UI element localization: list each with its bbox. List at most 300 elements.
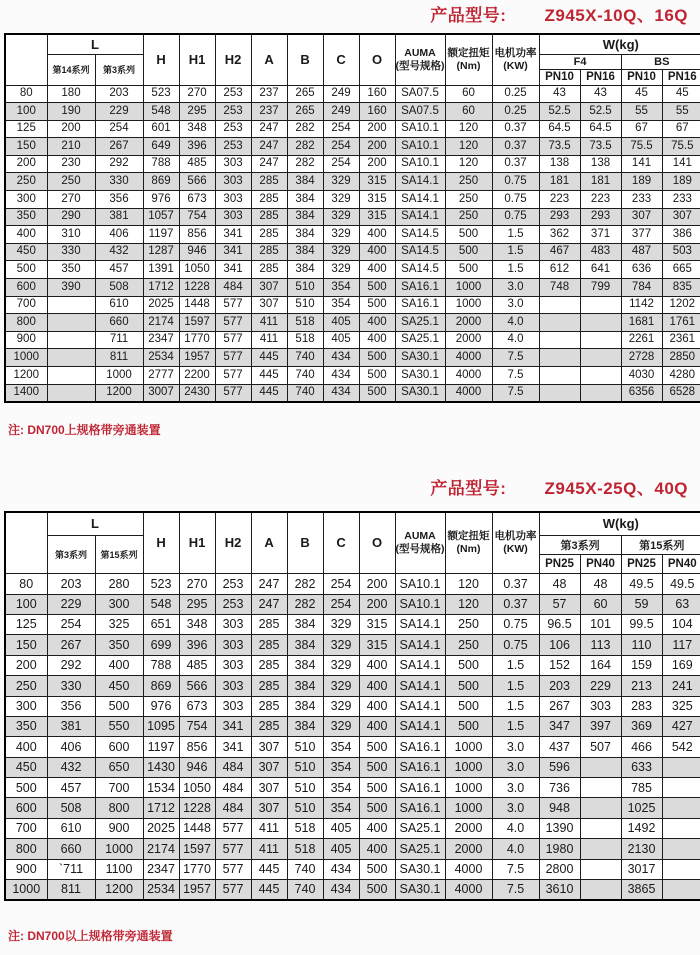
table-cell: 1430 — [143, 757, 179, 777]
auma-line-2: (型号规格) — [395, 59, 445, 72]
table-cell: 397 — [580, 716, 621, 736]
table-cell: 250 — [445, 191, 492, 209]
table-cell: 329 — [323, 173, 359, 191]
table-row — [5, 737, 700, 757]
col-header-pn-4: PN40 — [662, 555, 700, 574]
table-cell: 303 — [215, 635, 251, 655]
table-cell: 329 — [323, 716, 359, 736]
table-cell: 384 — [287, 226, 323, 244]
table-cell: SA14.1 — [395, 676, 445, 696]
table-cell: 566 — [179, 173, 215, 191]
power-line-2: (KW) — [503, 542, 528, 555]
col-header-power — [492, 512, 539, 574]
table-cell: 250 — [5, 676, 47, 696]
table-cell: 406 — [47, 737, 95, 757]
table-cell: 52.5 — [580, 103, 621, 121]
table-cell: 233 — [621, 191, 662, 209]
table-cell — [539, 331, 580, 349]
table-cell: 254 — [323, 120, 359, 138]
table-cell: 754 — [179, 208, 215, 226]
table-cell: 976 — [143, 191, 179, 209]
table-cell: 1142 — [621, 296, 662, 314]
table-cell: 610 — [47, 818, 95, 838]
table-cell: 254 — [323, 574, 359, 594]
table-cell: 362 — [539, 226, 580, 244]
table-cell: 267 — [47, 635, 95, 655]
table-cell: 303 — [215, 208, 251, 226]
table-cell: 1000 — [445, 296, 492, 314]
table-cell: 457 — [47, 778, 95, 798]
table-cell: 80 — [5, 574, 47, 594]
table-cell — [47, 296, 95, 314]
table-cell: 1770 — [179, 331, 215, 349]
table-cell: 700 — [95, 778, 143, 798]
auma-line-1: AUMA — [404, 47, 436, 60]
table-cell: 4.0 — [492, 331, 539, 349]
table-cell: 285 — [251, 191, 287, 209]
table-cell: 577 — [215, 880, 251, 900]
table-cell — [539, 296, 580, 314]
table-cell: 280 — [95, 574, 143, 594]
table-cell: 229 — [580, 676, 621, 696]
table-cell: 1000 — [445, 737, 492, 757]
table-cell: 396 — [179, 138, 215, 156]
col-header-h2: H2 — [215, 34, 251, 85]
table-header — [5, 512, 700, 574]
table-cell: SA10.1 — [395, 120, 445, 138]
table-cell: 381 — [47, 716, 95, 736]
table-cell — [580, 818, 621, 838]
table-cell: 577 — [215, 349, 251, 367]
table-cell: 60 — [445, 103, 492, 121]
table-cell: 484 — [215, 778, 251, 798]
table-cell: 347 — [539, 716, 580, 736]
table-cell: SA16.1 — [395, 798, 445, 818]
table-cell: SA16.1 — [395, 757, 445, 777]
table-cell: 253 — [215, 120, 251, 138]
table-cell: SA07.5 — [395, 85, 445, 103]
spec-table-z945x-25q-40q — [4, 511, 700, 901]
table-cell: 341 — [215, 716, 251, 736]
table-cell: 0.75 — [492, 191, 539, 209]
table-cell: 113 — [580, 635, 621, 655]
table-cell: 432 — [95, 243, 143, 261]
table-cell: SA10.1 — [395, 138, 445, 156]
col-header-l-series-2: 第15系列 — [95, 536, 143, 574]
table-cell: 270 — [179, 85, 215, 103]
table-cell: 1.5 — [492, 716, 539, 736]
table-cell: 300 — [5, 696, 47, 716]
col-header-pn-2: PN16 — [580, 69, 621, 85]
table-cell: 946 — [179, 757, 215, 777]
table-cell: 99.5 — [621, 614, 662, 634]
col-header-l-series-2: 第3系列 — [95, 54, 143, 85]
table-cell: 1057 — [143, 208, 179, 226]
table-cell: 7.5 — [492, 384, 539, 402]
col-header-h1: H1 — [179, 512, 215, 574]
table-cell — [580, 859, 621, 879]
table-cell: 384 — [287, 614, 323, 634]
table-cell: 500 — [359, 880, 395, 900]
table-cell: 169 — [662, 655, 700, 675]
table-cell: 354 — [323, 798, 359, 818]
table-cell: 384 — [287, 261, 323, 279]
table-cell: 377 — [621, 226, 662, 244]
table-cell: SA25.1 — [395, 818, 445, 838]
table-cell: 3007 — [143, 384, 179, 402]
table-cell: 577 — [215, 818, 251, 838]
col-header-o: O — [359, 512, 395, 574]
table-cell: 315 — [359, 208, 395, 226]
table-cell: 0.75 — [492, 173, 539, 191]
table-cell: 700 — [5, 818, 47, 838]
table-cell: 164 — [580, 655, 621, 675]
table-cell: 2000 — [445, 839, 492, 859]
table-cell: 120 — [445, 594, 492, 614]
table-cell: 354 — [323, 737, 359, 757]
table-cell: 610 — [95, 296, 143, 314]
table-cell: 75.5 — [621, 138, 662, 156]
table-cell: 1712 — [143, 279, 179, 297]
table-cell: 665 — [662, 261, 700, 279]
table-cell: 310 — [47, 226, 95, 244]
table-cell: 500 — [5, 778, 47, 798]
table-cell: 450 — [5, 757, 47, 777]
table-cell: 510 — [287, 798, 323, 818]
table-row — [5, 880, 700, 900]
col-header-l-series-1: 第3系列 — [47, 536, 95, 574]
table-cell: 384 — [287, 655, 323, 675]
table-cell: 300 — [95, 594, 143, 614]
table-cell: 6528 — [662, 384, 700, 402]
table-cell: 500 — [445, 716, 492, 736]
table-cell: 307 — [662, 208, 700, 226]
table-row — [5, 367, 700, 385]
table-cell: 518 — [287, 314, 323, 332]
table-cell: 740 — [287, 384, 323, 402]
table-cell: 356 — [47, 696, 95, 716]
table-row — [5, 614, 700, 634]
table-cell — [662, 859, 700, 879]
table-cell: 1448 — [179, 818, 215, 838]
power-line-1: 电机功率 — [494, 47, 537, 60]
auma-line-2: (型号规格) — [395, 542, 445, 555]
table-cell: 101 — [580, 614, 621, 634]
table-cell: 2430 — [179, 384, 215, 402]
table-cell: 484 — [215, 757, 251, 777]
table-cell: 267 — [539, 696, 580, 716]
table-cell: 869 — [143, 676, 179, 696]
table-cell: 4280 — [662, 367, 700, 385]
table-cell: 303 — [580, 696, 621, 716]
table-cell: 341 — [215, 243, 251, 261]
table-cell: 4000 — [445, 859, 492, 879]
col-header-h: H — [143, 512, 179, 574]
table-cell: 120 — [445, 138, 492, 156]
table-cell: 354 — [323, 296, 359, 314]
table-cell: 253 — [215, 103, 251, 121]
table-cell: 292 — [95, 155, 143, 173]
table-cell: 1390 — [539, 818, 580, 838]
table-cell: 1200 — [95, 384, 143, 402]
col-header-auma — [395, 34, 445, 85]
table-cell — [580, 349, 621, 367]
table-cell: 748 — [539, 279, 580, 297]
table-cell: 330 — [47, 243, 95, 261]
table-cell: 650 — [95, 757, 143, 777]
table-cell: 500 — [445, 655, 492, 675]
table-cell: 2174 — [143, 839, 179, 859]
table-cell: 350 — [5, 208, 47, 226]
table-cell: 303 — [215, 191, 251, 209]
table-cell: SA16.1 — [395, 296, 445, 314]
table-cell: 203 — [47, 574, 95, 594]
table-cell — [662, 798, 700, 818]
table-cell: 1.5 — [492, 655, 539, 675]
table-cell: 400 — [359, 696, 395, 716]
table-cell: 500 — [95, 696, 143, 716]
table-cell: 0.37 — [492, 120, 539, 138]
table-cell: 303 — [215, 655, 251, 675]
table-cell: 1000 — [95, 839, 143, 859]
table-cell — [580, 314, 621, 332]
power-line-2: (KW) — [503, 59, 528, 72]
table-cell: `711 — [47, 859, 95, 879]
table-row — [5, 839, 700, 859]
table-cell: 384 — [287, 716, 323, 736]
table-cell: 150 — [5, 635, 47, 655]
table-cell: 800 — [95, 798, 143, 818]
table-cell: 523 — [143, 85, 179, 103]
table-row — [5, 716, 700, 736]
table-cell: 229 — [47, 594, 95, 614]
table-cell: SA14.5 — [395, 226, 445, 244]
table-cell: 285 — [251, 261, 287, 279]
table-cell: 1957 — [179, 349, 215, 367]
col-header-weight: W(kg) — [539, 512, 700, 536]
table-cell: SA25.1 — [395, 839, 445, 859]
table-cell: 3017 — [621, 859, 662, 879]
product-model-label: 产品型号: — [430, 6, 507, 25]
table-cell: 396 — [179, 635, 215, 655]
table-cell: 900 — [95, 818, 143, 838]
col-header-c: C — [323, 512, 359, 574]
table-row — [5, 314, 700, 332]
table-cell: 49.5 — [662, 574, 700, 594]
table-cell: 856 — [179, 226, 215, 244]
table-cell: 329 — [323, 261, 359, 279]
table-cell: 1197 — [143, 737, 179, 757]
table-cell: 548 — [143, 594, 179, 614]
table-cell: 3610 — [539, 880, 580, 900]
table-row — [5, 138, 700, 156]
table-cell: 500 — [359, 798, 395, 818]
table-cell: 303 — [215, 696, 251, 716]
product-model-title-2 — [0, 478, 700, 500]
table-cell: 329 — [323, 676, 359, 696]
table-cell — [47, 367, 95, 385]
col-header-b: B — [287, 34, 323, 85]
table-row — [5, 778, 700, 798]
table-cell: SA14.1 — [395, 191, 445, 209]
table-cell: 330 — [47, 676, 95, 696]
table-cell: SA14.5 — [395, 243, 445, 261]
table-cell: 250 — [445, 614, 492, 634]
table-cell: 651 — [143, 614, 179, 634]
table-cell: 1597 — [179, 314, 215, 332]
table-cell: 467 — [539, 243, 580, 261]
table-cell — [580, 757, 621, 777]
table-cell — [47, 314, 95, 332]
table-cell: 400 — [5, 737, 47, 757]
table-cell: 7.5 — [492, 367, 539, 385]
table-cell: 49.5 — [621, 574, 662, 594]
table-cell — [580, 798, 621, 818]
table-cell: 483 — [580, 243, 621, 261]
table-cell: 450 — [5, 243, 47, 261]
table-row — [5, 155, 700, 173]
table-row — [5, 696, 700, 716]
table-row — [5, 261, 700, 279]
table-cell: 411 — [251, 818, 287, 838]
table-cell: 434 — [323, 859, 359, 879]
table-cell: 445 — [251, 349, 287, 367]
table-cell: 1095 — [143, 716, 179, 736]
table-cell: 518 — [287, 818, 323, 838]
table-cell: 673 — [179, 191, 215, 209]
table-cell: 356 — [95, 191, 143, 209]
col-header-pn-2: PN40 — [580, 555, 621, 574]
table-cell: 869 — [143, 173, 179, 191]
table-cell: 1000 — [5, 880, 47, 900]
table-cell: 400 — [359, 655, 395, 675]
table-cell: 487 — [621, 243, 662, 261]
table-cell: 63 — [662, 594, 700, 614]
table-cell — [580, 367, 621, 385]
table-cell: 1000 — [95, 367, 143, 385]
table-cell: 500 — [359, 859, 395, 879]
table-cell: 75.5 — [662, 138, 700, 156]
table-cell: 253 — [215, 85, 251, 103]
table-cell: 484 — [215, 798, 251, 818]
col-header-o: O — [359, 34, 395, 85]
table-cell: 1.5 — [492, 261, 539, 279]
table-cell — [580, 331, 621, 349]
table-cell: 434 — [323, 349, 359, 367]
table-row — [5, 226, 700, 244]
table-cell: SA10.1 — [395, 574, 445, 594]
table-cell: 660 — [47, 839, 95, 859]
table-cell: SA16.1 — [395, 737, 445, 757]
table-cell: 7.5 — [492, 349, 539, 367]
table-cell: 189 — [621, 173, 662, 191]
table-cell: 400 — [359, 226, 395, 244]
table-cell: 253 — [215, 594, 251, 614]
table-cell: 285 — [251, 635, 287, 655]
table-cell: 55 — [662, 103, 700, 121]
table-row — [5, 191, 700, 209]
table-row — [5, 594, 700, 614]
table-cell: 800 — [5, 314, 47, 332]
table-cell: 434 — [323, 880, 359, 900]
table-cell: 466 — [621, 737, 662, 757]
table-row — [5, 296, 700, 314]
table-cell: 295 — [179, 103, 215, 121]
table-cell: 948 — [539, 798, 580, 818]
table-cell: SA14.1 — [395, 173, 445, 191]
torque-line-2: (Nm) — [456, 59, 481, 72]
table-cell: 1200 — [95, 880, 143, 900]
table-cell: 285 — [251, 243, 287, 261]
table-cell: 59 — [621, 594, 662, 614]
table-cell: 285 — [251, 716, 287, 736]
table-cell: 673 — [179, 696, 215, 716]
col-header-power — [492, 34, 539, 85]
table-cell — [580, 880, 621, 900]
table-cell: 285 — [251, 208, 287, 226]
table-cell: 57 — [539, 594, 580, 614]
table-cell: 2361 — [662, 331, 700, 349]
table-cell: 811 — [47, 880, 95, 900]
col-header-pn-1: PN10 — [539, 69, 580, 85]
table-cell: 73.5 — [580, 138, 621, 156]
table-cell: 348 — [179, 120, 215, 138]
table-cell: 285 — [251, 614, 287, 634]
table-cell: 900 — [5, 859, 47, 879]
table-cell: 307 — [251, 279, 287, 297]
table-cell: 249 — [323, 85, 359, 103]
table-cell: 237 — [251, 85, 287, 103]
table-cell: 577 — [215, 859, 251, 879]
table-cell: SA10.1 — [395, 594, 445, 614]
table-cell: 523 — [143, 574, 179, 594]
power-line-1: 电机功率 — [494, 530, 537, 543]
spec-table-z945x-10q-16q — [4, 33, 700, 403]
table-cell: SA16.1 — [395, 778, 445, 798]
table-cell — [539, 384, 580, 402]
table-cell: 270 — [179, 574, 215, 594]
table-cell: 67 — [662, 120, 700, 138]
table-cell: 3.0 — [492, 279, 539, 297]
table-cell: 4.0 — [492, 314, 539, 332]
table-cell: 601 — [143, 120, 179, 138]
table-cell — [580, 296, 621, 314]
table-cell: 2261 — [621, 331, 662, 349]
table-cell: 2534 — [143, 880, 179, 900]
table-cell: 189 — [662, 173, 700, 191]
table-cell: 0.37 — [492, 594, 539, 614]
table-cell: 1.5 — [492, 676, 539, 696]
table-cell: 510 — [287, 778, 323, 798]
table-row — [5, 676, 700, 696]
table-cell: 1000 — [445, 798, 492, 818]
table-cell: 6356 — [621, 384, 662, 402]
table-cell: 500 — [359, 384, 395, 402]
table-cell: 254 — [95, 120, 143, 138]
table-cell: SA14.1 — [395, 696, 445, 716]
table-cell: 117 — [662, 635, 700, 655]
table-cell: 1770 — [179, 859, 215, 879]
table-cell: 285 — [251, 655, 287, 675]
table-row — [5, 384, 700, 402]
table-cell: 43 — [580, 85, 621, 103]
table-cell: 405 — [323, 839, 359, 859]
table-cell: 1050 — [179, 778, 215, 798]
table-cell: 303 — [215, 155, 251, 173]
table-cell: 1000 — [5, 349, 47, 367]
table-cell: 2025 — [143, 818, 179, 838]
table-cell: 510 — [287, 296, 323, 314]
